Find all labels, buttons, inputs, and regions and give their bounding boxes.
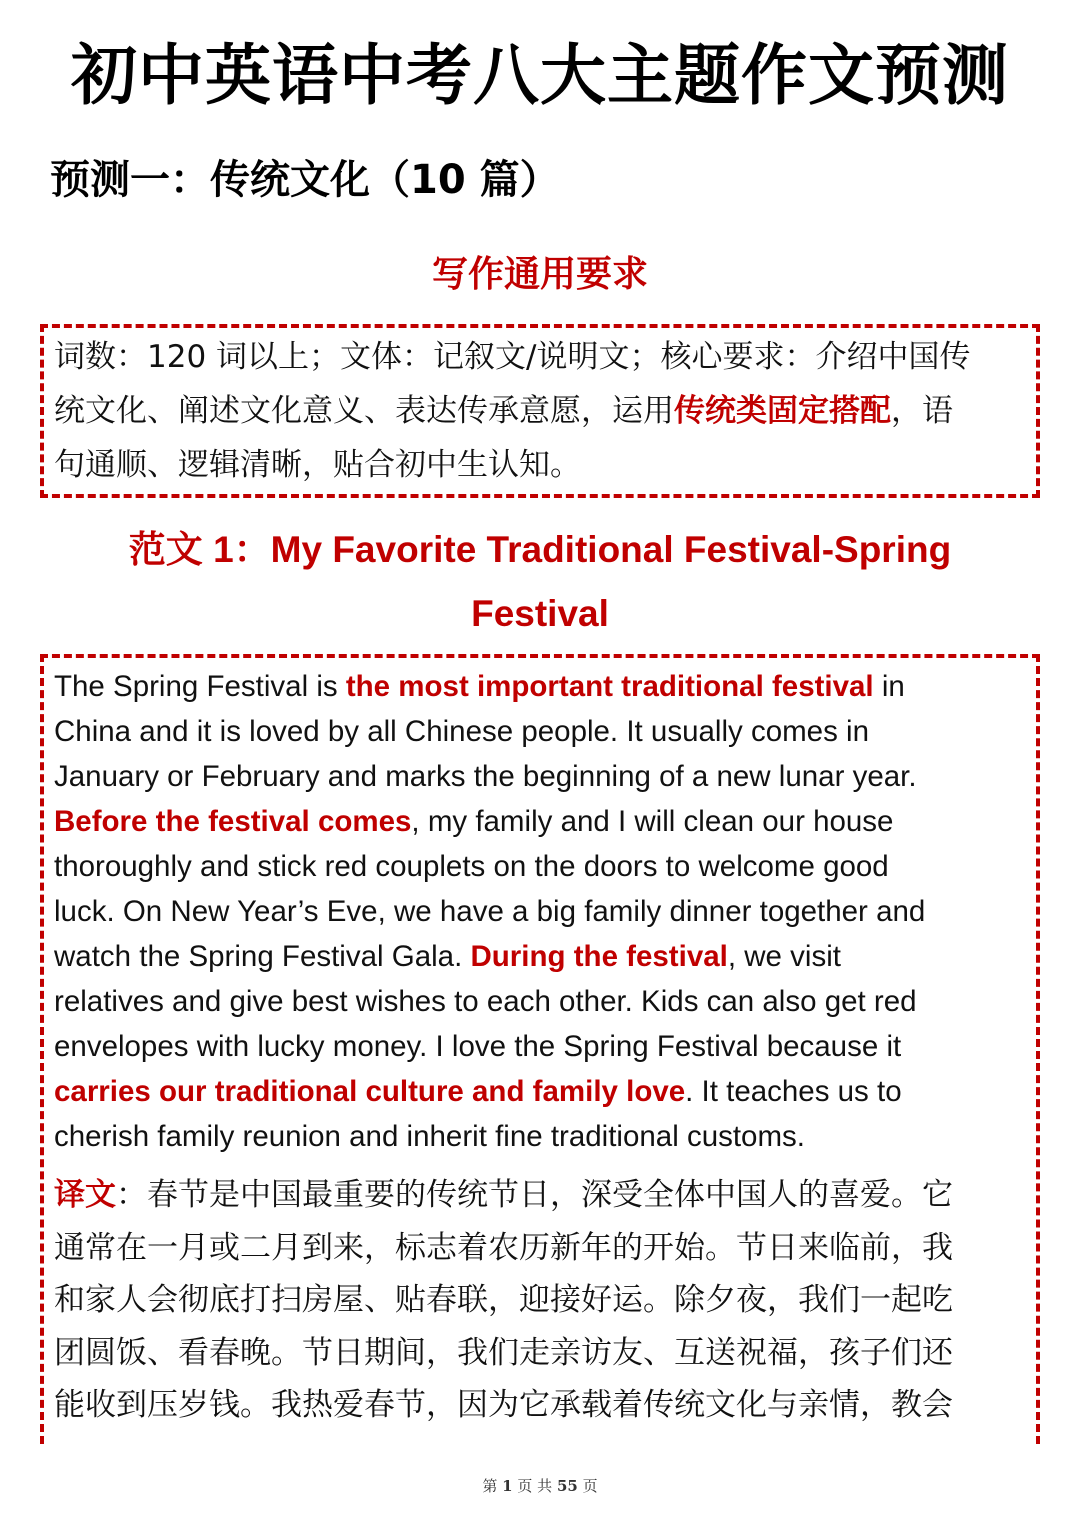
essay-line: [54, 709, 1026, 754]
essay-line: [54, 799, 1026, 844]
section-title: 预测一：传统文化（10 篇）: [50, 157, 560, 203]
essay-line: [54, 754, 1026, 799]
footer-middle: 页 共: [517, 1477, 553, 1495]
text-segment: The Spring Festival is: [54, 670, 346, 703]
highlighted-phrase: During the festival: [470, 940, 728, 973]
translation-line: [54, 1169, 1026, 1222]
essay-line: [54, 979, 1026, 1024]
essay-line: [54, 889, 1026, 934]
text-segment: 统文化、阐述文化意义、表达传承意愿，运用: [54, 393, 674, 429]
text-segment: , we visit: [727, 940, 841, 973]
essay-line: [54, 1114, 1026, 1159]
document-title: 初中英语中考八大主题作文预测: [71, 37, 1009, 114]
requirements-box: [40, 324, 1040, 498]
translation-line: [54, 1379, 1026, 1432]
translation-text: 能收到压岁钱。我热爱春节，因为它承载着传统文化与亲情，教会: [54, 1387, 953, 1423]
essay-line: [54, 934, 1026, 979]
translation-line: [54, 1327, 1026, 1380]
text-segment: China and it is loved by all Chinese people. It usually comes in: [54, 715, 869, 748]
text-segment: January or February and marks the beginning of a new lunar year.: [54, 760, 917, 793]
translation-text: 通常在一月或二月到来，标志着农历新年的开始。节日来临前，我: [54, 1229, 953, 1266]
highlighted-phrase: the most important traditional festival: [345, 670, 874, 703]
text-segment: , my family and I will clean our house: [411, 805, 894, 838]
translation-line: [54, 1274, 1026, 1327]
essay-title: [60, 518, 1020, 646]
text-segment: envelopes with lucky money. I love the Spring Festival because it: [54, 1030, 902, 1063]
text-segment: 句通顺、逻辑清晰，贴合初中生认知。: [54, 447, 581, 483]
translation-text: 团圆饭、看春晚。节日期间，我们走亲访友、互送祝福，孩子们还: [54, 1334, 953, 1371]
text-segment: in: [873, 670, 905, 703]
highlighted-phrase: 传统类固定搭配: [674, 393, 891, 429]
requirements-heading: 写作通用要求: [431, 254, 648, 295]
text-segment: watch the Spring Festival Gala.: [54, 940, 471, 973]
footer-suffix: 页: [582, 1477, 598, 1495]
essay-line: [54, 1024, 1026, 1069]
translation-text: ：春节是中国最重要的传统节日，深受全体中国人的喜爱。它: [116, 1177, 953, 1213]
essay-title-line-2: Festival: [471, 593, 609, 634]
text-segment: ，语: [891, 393, 953, 429]
footer-prefix: 第: [482, 1477, 498, 1495]
translation-body: [54, 1169, 1026, 1432]
requirements-line: [54, 393, 953, 429]
requirements-line: [54, 447, 581, 483]
translation-line: [54, 1222, 1026, 1275]
requirements-text: [54, 330, 1026, 492]
text-segment: cherish family reunion and inherit fine traditional customs.: [54, 1120, 805, 1153]
text-segment: thoroughly and stick red couplets on the doors to welcome good: [54, 850, 889, 883]
essay-box: [40, 654, 1040, 1444]
translation-label: 译文: [54, 1177, 116, 1213]
essay-body: [54, 664, 1026, 1159]
text-segment: luck. On New Year’s Eve, we have a big family dinner together and: [54, 895, 926, 928]
essay-line: [54, 664, 1026, 709]
footer-page-number: 1: [502, 1477, 513, 1495]
highlighted-phrase: carries our traditional culture and family love: [54, 1075, 686, 1108]
essay-line: [54, 1069, 1026, 1114]
text-segment: . It teaches us to: [685, 1075, 902, 1108]
requirements-line: [54, 339, 970, 375]
footer-total-pages: 55: [556, 1477, 578, 1495]
essay-line: [54, 844, 1026, 889]
translation-text: 和家人会彻底打扫房屋、贴春联，迎接好运。除夕夜，我们一起吃: [54, 1282, 953, 1318]
text-segment: relatives and give best wishes to each other. Kids can also get red: [54, 985, 917, 1018]
page-footer: [0, 1474, 1080, 1498]
essay-title-line-1: 范文 1：My Favorite Traditional Festival-Spring: [128, 529, 952, 570]
highlighted-phrase: Before the festival comes: [54, 805, 412, 838]
text-segment: 词数：120 词以上；文体：记叙文/说明文；核心要求：介绍中国传: [54, 339, 971, 375]
